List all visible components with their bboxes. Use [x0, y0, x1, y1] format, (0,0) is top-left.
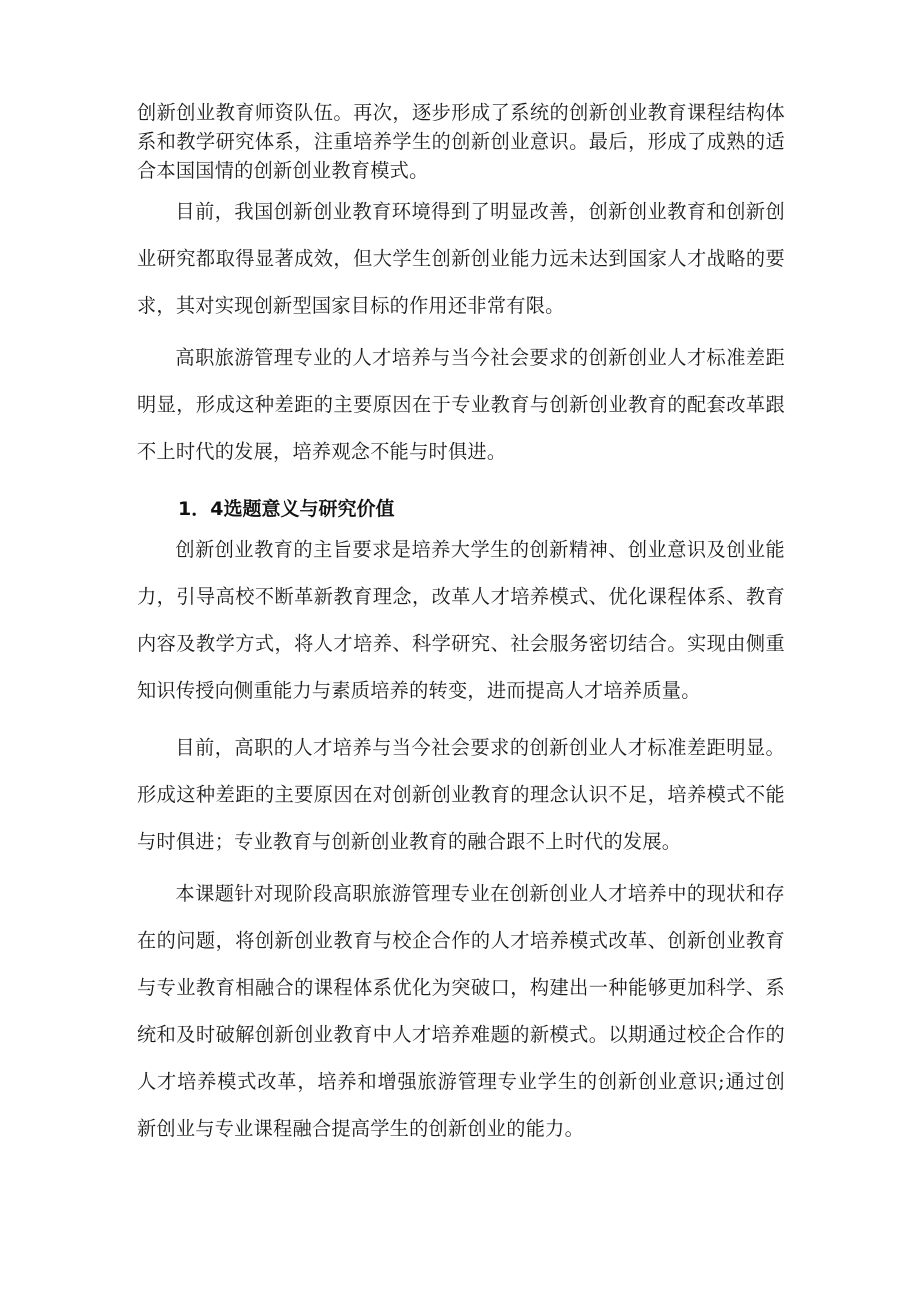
- paragraph-tourism-gap: 高职旅游管理专业的人才培养与当今社会要求的创新创业人才标准差距明显，形成这种差距的主要原因在于专业教育与创新创业教育的配套改革跟不上时代的发展，培养观念不能与时俱进。: [137, 346, 785, 463]
- paragraph-current-environment: 目前，我国创新创业教育环境得到了明显改善，创新创业教育和创新创业研究都取得显著成效，但大学生创新创业能力远未达到国家人才战略的要求，其对实现创新型国家目标的作用还非常有限。: [137, 200, 785, 317]
- paragraph-education-purpose: 创新创业教育的主旨要求是培养大学生的创新精神、创业意识及创业能力，引导高校不断革新教育理念，改革人才培养模式、优化课程体系、教育内容及教学方式，将人才培养、科学研究、社会服务密切结合。实现由侧重知识传授向侧重能力与素质培养的转变，进而提高人才培养质量。: [137, 538, 785, 702]
- section-heading-1-4: 1．4选题意义与研究价值: [178, 498, 395, 520]
- paragraph-continued-teaching-staff: 创新创业教育师资队伍。再次，逐步形成了系统的创新创业教育课程结构体系和教学研究体系，注重培养学生的创新创业意识。最后，形成了成熟的适合本国国情的创新创业教育模式。: [137, 101, 785, 182]
- paragraph-research-topic: 本课题针对现阶段高职旅游管理专业在创新创业人才培养中的现状和存在的问题，将创新创业教育与校企合作的人才培养模式改革、创新创业教育与专业教育相融合的课程体系优化为突破口，构建出一种能够更加科学、系统和及时破解创新创业教育中人才培养难题的新模式。以期通过校企合作的人才培养模式改革，培养和增强旅游管理专业学生的创新创业意识;通过创新创业与专业课程融合提高学生的创新创业的能力。: [137, 882, 785, 1140]
- paragraph-vocational-gap: 目前，高职的人才培养与当今社会要求的创新创业人才标准差距明显。形成这种差距的主要原因在对创新创业教育的理念认识不足，培养模式不能与时俱进；专业教育与创新创业教育的融合跟不上时代的发展。: [137, 736, 785, 853]
